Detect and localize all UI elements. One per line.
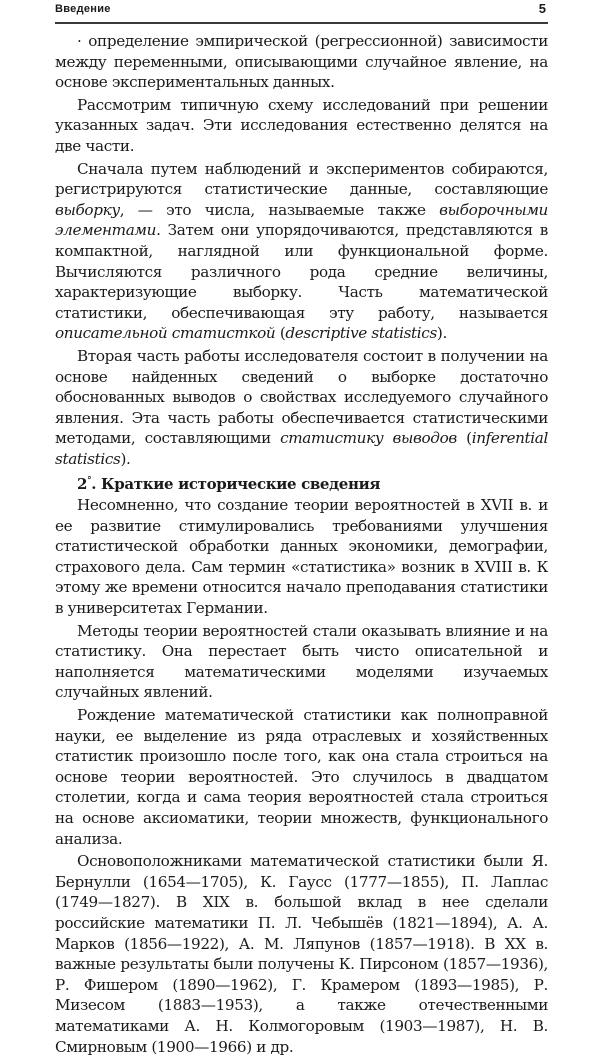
text-run: ). <box>436 324 447 343</box>
paragraph-history-founders: Основоположниками математической статистики были Я. Бернулли (1654—1705), К. Гаусс (1777—1855), П. Лаплас (1749—1827). В XIX в. большой вклад в нее сделали российские математики П. Л. Чебышёв (1821—1894), А. А. Марков (1856—1922), А. М. Ляпунов (1857—1918). В XX в. важные результаты были получены К. Пирсоном (1857—1936), Р. Фишером (1890—1962), Г. Крамером (1893—1985), Р. Мизесом (1883—1953), а также отечественными математиками А. Н. Колмогоровым (1903—1987), Н. В. Смирновым (1900—1966) и др. <box>55 852 548 1056</box>
term-descriptive-statistics-en: descriptive statistics <box>285 324 437 343</box>
section-title: . Краткие исторические сведения <box>91 475 381 494</box>
text-run: Вторая часть работы исследователя состоит в получении на основе найденных сведений о выборке достаточно обоснованных выводов о свойствах исследуемого случайного явления. Эта часть работы обеспечивается статистическими методами, составляющими <box>55 346 548 448</box>
section-heading <box>55 471 548 495</box>
page-number: 5 <box>538 1 546 16</box>
term-inferential-statistics-ru: статистику выводов <box>280 429 457 448</box>
term-descriptive-statistics-ru: описательной статисткой <box>55 324 276 343</box>
text-run: , — это числа, называемые также <box>119 200 440 219</box>
text-run: Сначала путем наблюдений и экспериментов собираются, регистрируются статистические данные, составляющие <box>55 159 548 199</box>
paragraph-history-probability-methods: Методы теории вероятностей стали оказывать влияние и на статистику. Она перестает быть чисто описательной и наполняется математическими моделями изучаемых случайных явлений. <box>55 621 548 702</box>
running-header <box>55 0 548 24</box>
paragraph-history-birth: Рождение математической статистики как полноправной науки, ее выделение из ряда отраслевых и хозяйственных статистик произошло после того, как она стала строиться на основе теории вероятностей. Это случилось в двадцатом столетии, когда и сама теория вероятностей стала строиться на основе аксиоматики, теории множеств, функционального анализа. <box>55 706 548 848</box>
paragraph-descriptive-statistics <box>55 159 548 344</box>
chapter-title: Введение <box>55 3 111 15</box>
paragraph-bullet-regression: · определение эмпирической (регрессионной) зависимости между переменными, описывающими случайное явление, на основе экспериментальных данных. <box>55 32 548 92</box>
term-sample: выборку <box>55 200 120 219</box>
text-run: . Затем они упорядочиваются, представляются в компактной, наглядной или функциональной форме. Вычисляются различного рода средние величины, характеризующие выборку. Часть математической статистики, обеспечивающая эту работу, называется <box>55 221 548 322</box>
paragraph-research-scheme: Рассмотрим типичную схему исследований при решении указанных задач. Эти исследования естественно делятся на две части. <box>55 95 548 155</box>
section-number: 2 <box>77 475 88 494</box>
paragraph-inferential-statistics <box>55 346 548 470</box>
paragraph-history-origins: Несомненно, что создание теории вероятностей в XVII в. и ее развитие стимулировались требованиями улучшения статистической обработки данных экономики, демографии, страхового дела. Сам термин «статистика» возник в XVIII в. К этому же времени относится начало преподавания статистики в университетах Германии. <box>55 496 548 618</box>
text-run: ( <box>456 429 472 448</box>
page-body <box>55 31 548 1059</box>
term-sample-elements: выборочными элементами <box>55 200 548 240</box>
text-run: ). <box>120 449 131 468</box>
text-run: ( <box>275 324 286 343</box>
section-degree-mark: ° <box>87 476 92 487</box>
term-inferential-statistics-en: inferential statistics <box>55 429 548 468</box>
